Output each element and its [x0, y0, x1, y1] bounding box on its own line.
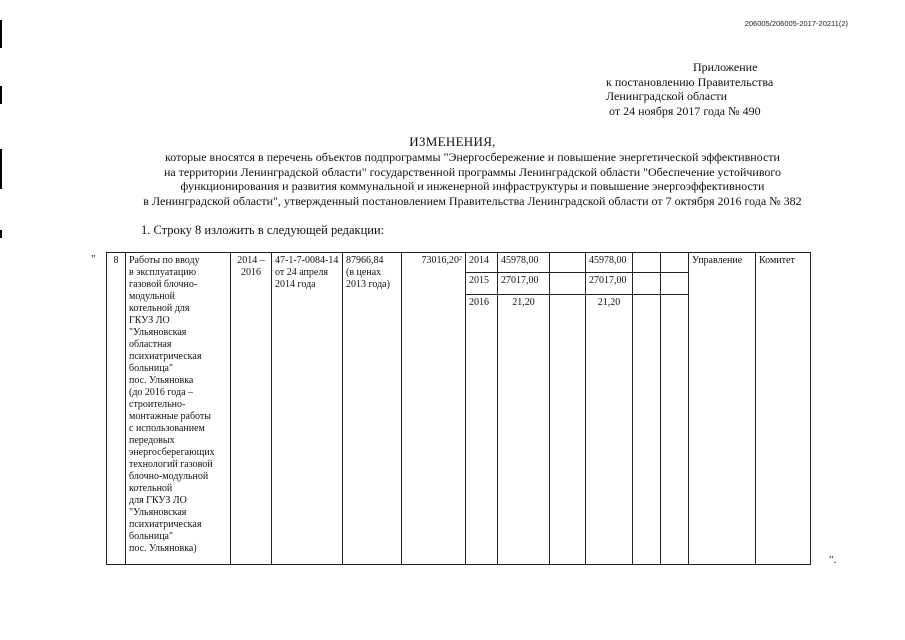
- funding-note: 2: [459, 256, 462, 262]
- objects-table: [106, 252, 811, 565]
- local-cell: [633, 273, 661, 295]
- other-cell: [661, 253, 689, 273]
- subtitle-line: которые вносятся в перечень объектов подпрограммы "Энергосбережение и повышение энергетической эффективности: [165, 150, 780, 164]
- customer-cell: Управление: [689, 253, 756, 565]
- subtitle-line: функционирования и развития коммунальной и инженерной инфраструктуры и повышение энергоэффективности: [180, 179, 765, 193]
- appendix-line: Приложение: [693, 60, 758, 74]
- estimated-cost-cell: 87966,84 (в ценах 2013 года): [343, 253, 402, 565]
- row-number: 8: [107, 253, 126, 565]
- federal-cell: [550, 295, 586, 565]
- table-row: [107, 253, 811, 273]
- document-number: 206005/206005-2017-20211(2): [744, 19, 848, 28]
- document-subtitle: [100, 150, 845, 208]
- appendix-line: Ленинградской области: [606, 89, 728, 103]
- scan-edge-mark: [0, 230, 2, 238]
- appendix-line: к постановлению Правительства: [606, 74, 774, 89]
- other-cell: [661, 273, 689, 295]
- subtitle-line: в Ленинградской области", утвержденный постановлением Правительства Ленинградской области от 7 октября 2016 года № 382: [143, 193, 802, 208]
- federal-cell: [550, 253, 586, 273]
- regional-cell: 21,20: [586, 295, 633, 565]
- scan-edge-mark: [0, 149, 2, 189]
- expertise-cell: 47-1-7-0084-14 от 24 апреля 2014 года: [272, 253, 343, 565]
- opening-quote: ": [91, 253, 96, 265]
- total-cell: 45978,00: [498, 253, 550, 273]
- federal-cell: [550, 273, 586, 295]
- other-cell: [661, 295, 689, 565]
- scan-edge-mark: [0, 86, 2, 104]
- funding-cell: [402, 253, 466, 565]
- period-cell: 2014 – 2016: [231, 253, 272, 565]
- local-cell: [633, 295, 661, 565]
- year-cell: 2016: [466, 295, 498, 565]
- year-cell: 2014: [466, 253, 498, 273]
- subtitle-line: на территории Ленинградской области" государственной программы Ленинградской области "Обеспечение устойчивого: [163, 164, 782, 179]
- appendix-block: [606, 60, 773, 118]
- year-cell: 2015: [466, 273, 498, 295]
- closing-quote: ".: [829, 554, 837, 566]
- scan-edge-mark: [0, 20, 2, 48]
- regional-cell: 45978,00: [586, 253, 633, 273]
- funding-value: 73016,20: [421, 255, 459, 266]
- responsible-cell: Комитет: [756, 253, 811, 565]
- total-cell: 27017,00: [498, 273, 550, 295]
- object-name-cell: Работы по вводу в эксплуатацию газовой блочно- модульной котельной для ГКУЗ ЛО "Ульяновская областная психиатрическая больница" пос. Ульяновка (до 2016 года – строительно- монтажные работы с использованием передовых энергосберегающих технологий газовой блочно-модульной котельной для ГКУЗ ЛО "Ульяновская психиатрическая больница" пос. Ульяновка): [126, 253, 231, 565]
- instruction-paragraph: 1. Строку 8 изложить в следующей редакции:: [141, 223, 385, 237]
- local-cell: [633, 253, 661, 273]
- regional-cell: 27017,00: [586, 273, 633, 295]
- appendix-line: от 24 ноября 2017 года № 490: [609, 103, 761, 118]
- total-cell: 21,20: [498, 295, 550, 565]
- document-title: ИЗМЕНЕНИЯ,: [409, 134, 496, 149]
